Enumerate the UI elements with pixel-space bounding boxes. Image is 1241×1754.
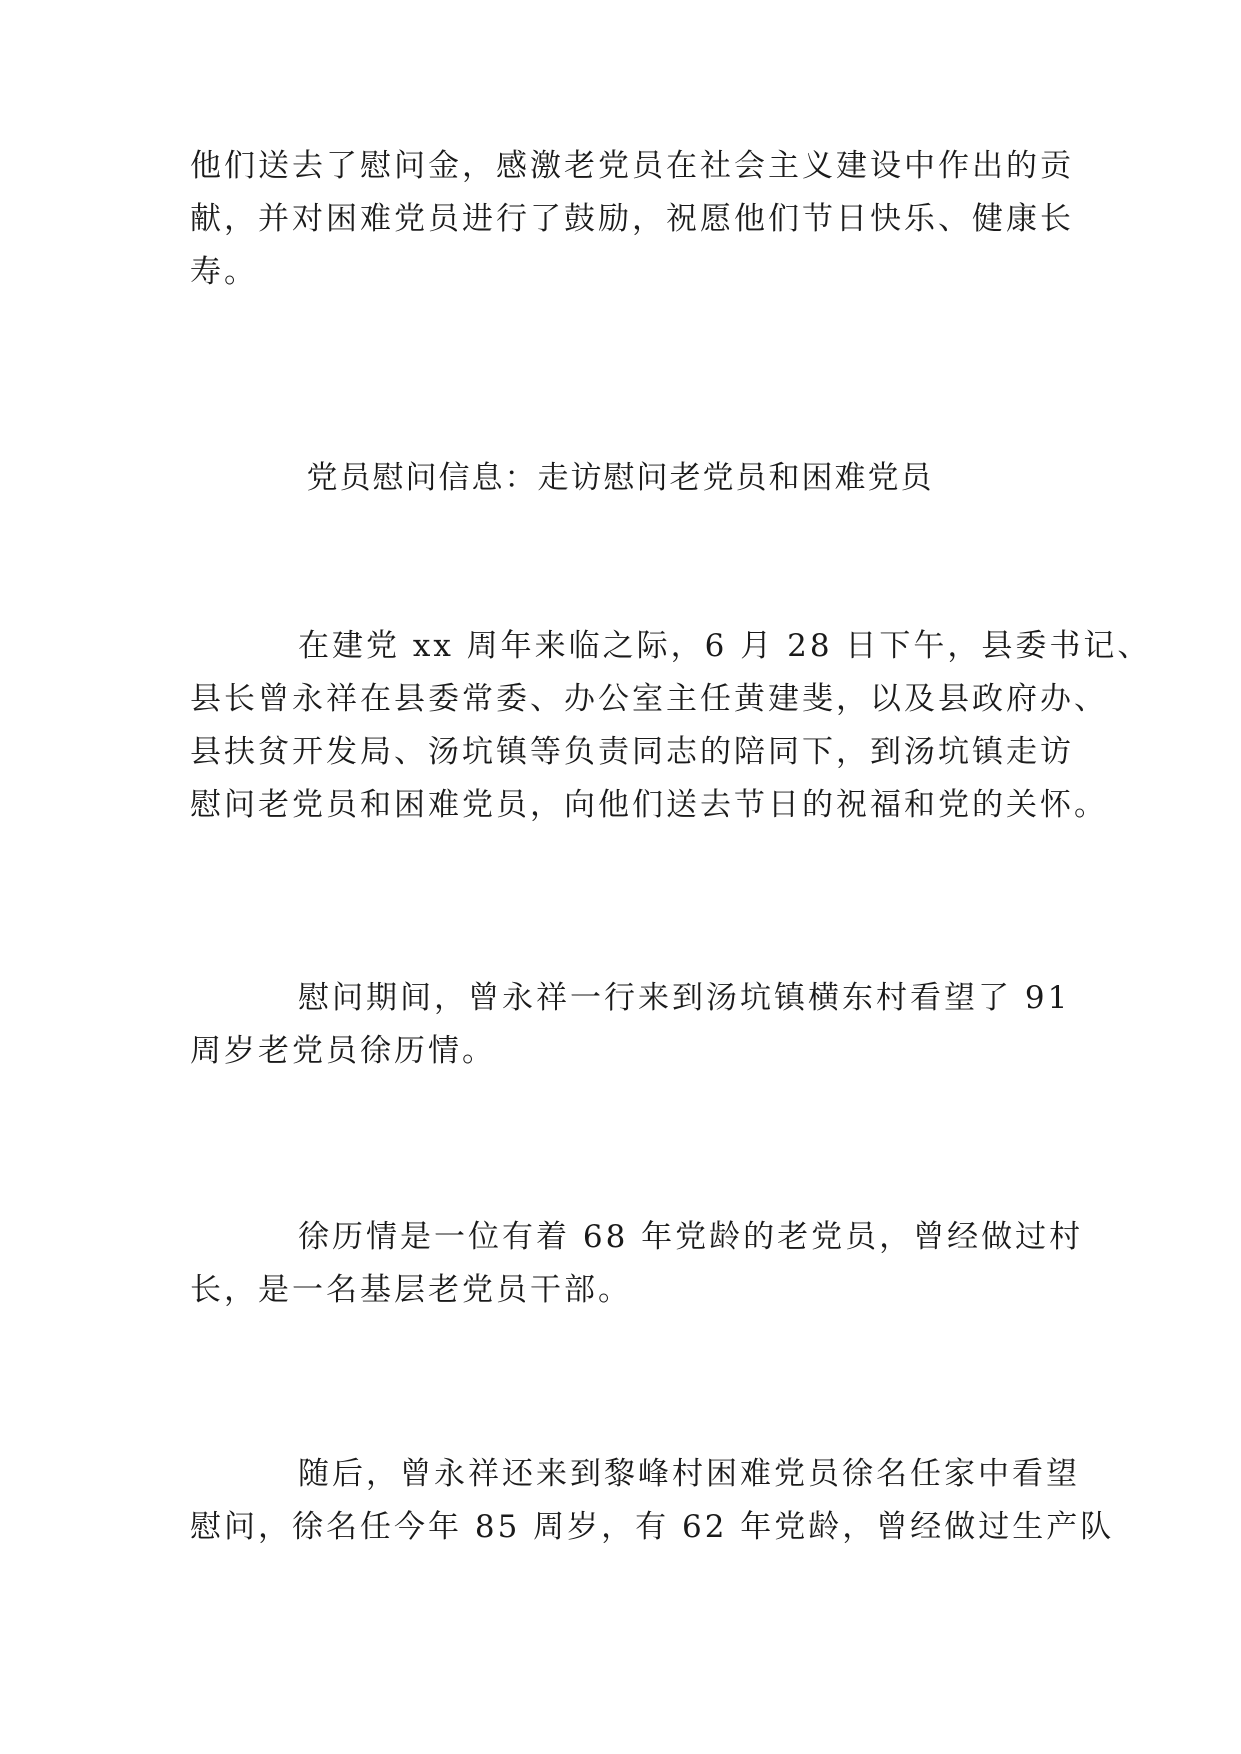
paragraph-1-line-2: 县长曾永祥在县委常委、办公室主任黄建斐，以及县政府办、 [190,681,1108,717]
paragraph-3-line-2: 长，是一名基层老党员干部。 [190,1272,632,1308]
intro-paragraph-line-1: 他们送去了慰问金，感激老党员在社会主义建设中作出的贡 [190,148,1074,184]
paragraph-1-line-1: 在建党 xx 周年来临之际，6 月 28 日下午，县委书记、 [298,628,1152,664]
paragraph-4-line-1: 随后，曾永祥还来到黎峰村困难党员徐名任家中看望 [298,1456,1080,1492]
paragraph-2-line-2: 周岁老党员徐历情。 [190,1033,496,1069]
paragraph-1-line-3: 县扶贫开发局、汤坑镇等负责同志的陪同下，到汤坑镇走访 [190,734,1074,770]
paragraph-4-line-2: 慰问，徐名任今年 85 周岁，有 62 年党龄，曾经做过生产队 [190,1509,1115,1545]
intro-paragraph-line-2: 献，并对困难党员进行了鼓励，祝愿他们节日快乐、健康长 [190,201,1074,237]
intro-paragraph-line-3: 寿。 [190,254,258,290]
paragraph-2-line-1: 慰问期间，曾永祥一行来到汤坑镇横东村看望了 91 [298,980,1071,1016]
paragraph-3-line-1: 徐历情是一位有着 68 年党龄的老党员，曾经做过村 [298,1219,1084,1255]
section-title: 党员慰问信息：走访慰问老党员和困难党员 [306,460,934,496]
paragraph-1-line-4: 慰问老党员和困难党员，向他们送去节日的祝福和党的关怀。 [190,787,1108,823]
